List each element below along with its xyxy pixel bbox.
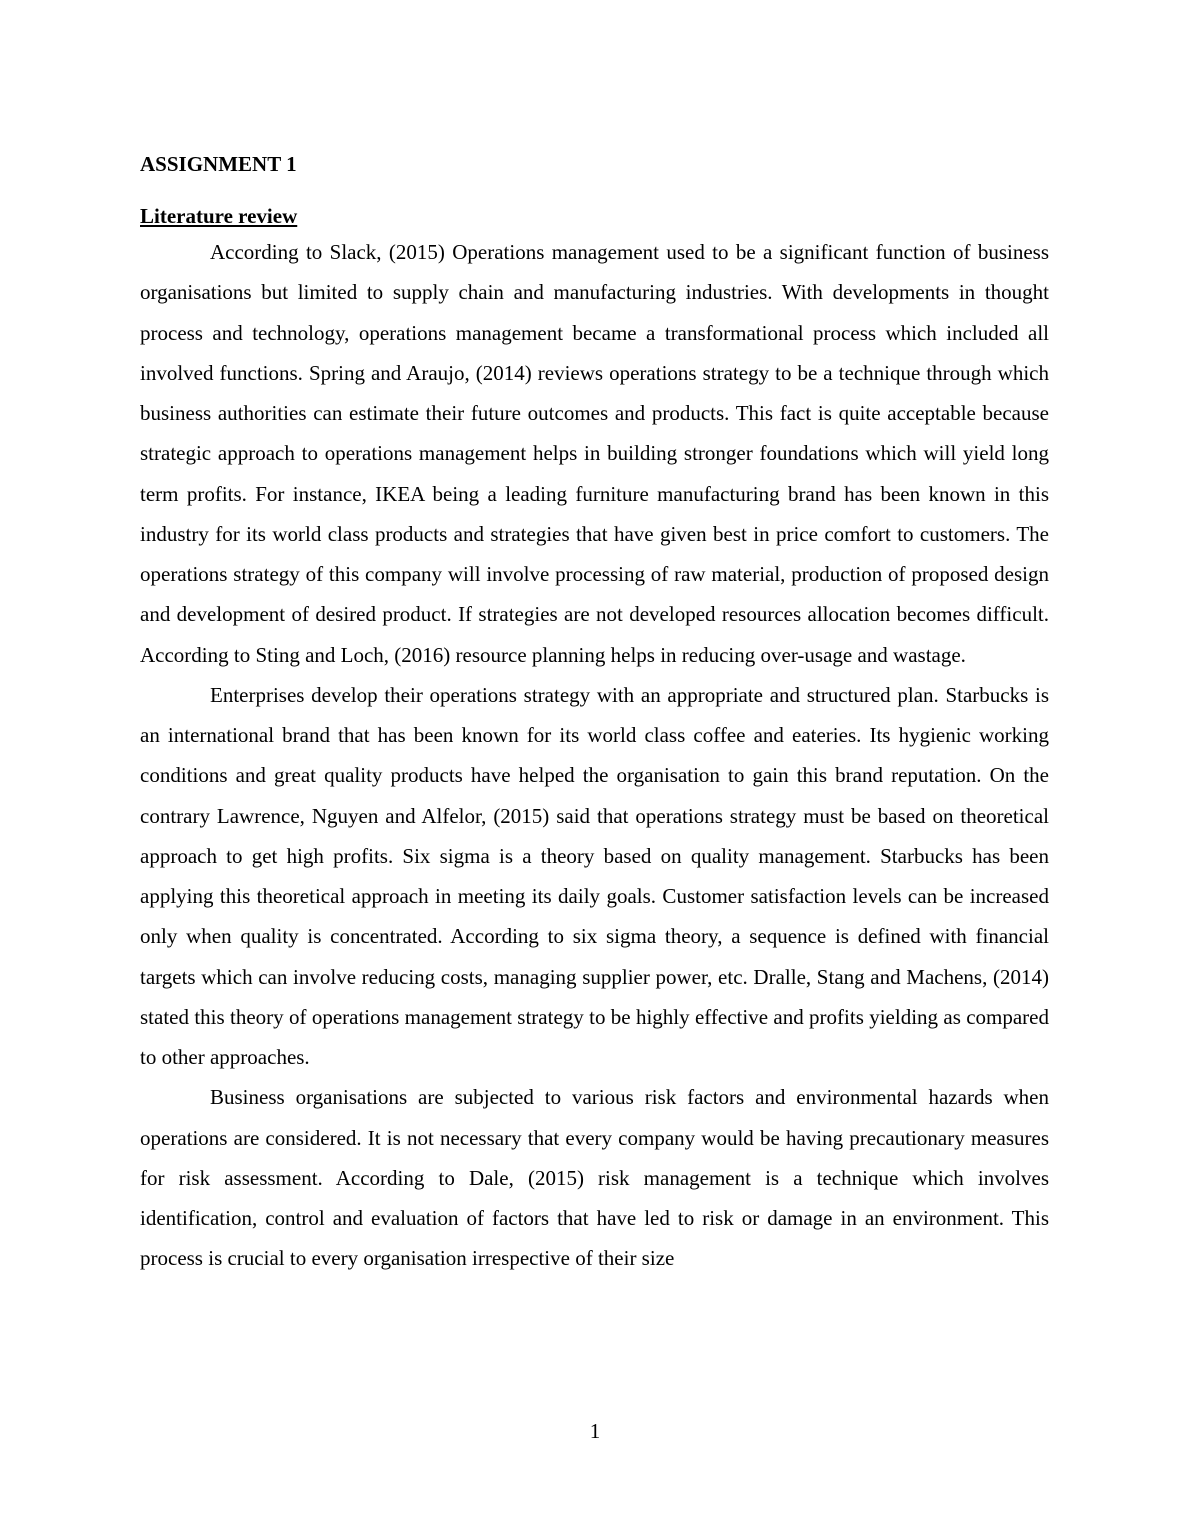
- paragraph-2: Enterprises develop their operations strategy with an appropriate and structured plan. Starbucks is an international brand that has been known for its world class coffee and eateries. Its hygienic working conditions and great quality products have helped the organisation to gain this brand reputation. On the contrary Lawrence, Nguyen and Alfelor, (2015) said that operations strategy must be based on theoretical approach to get high profits. Six sigma is a theory based on quality management. Starbucks has been applying this theoretical approach in meeting its daily goals. Customer satisfaction levels can be increased only when quality is concentrated. According to six sigma theory, a sequence is defined with financial targets which can involve reducing costs, managing supplier power, etc. Dralle, Stang and Machens, (2014) stated this theory of operations management strategy to be highly effective and profits yielding as compared to other approaches.: [140, 682, 1049, 1069]
- paragraph-3: Business organisations are subjected to various risk factors and environmental hazards when operations are considered. It is not necessary that every company would be having precautionary measures for risk assessment. According to Dale, (2015) risk management is a technique which involves identification, control and evaluation of factors that have led to risk or damage in an environment. This process is crucial to every organisation irrespective of their size: [140, 1085, 1049, 1271]
- section-heading: Literature review: [140, 204, 298, 228]
- assignment-title: ASSIGNMENT 1: [140, 152, 297, 176]
- paragraph-1: According to Slack, (2015) Operations management used to be a significant function of business organisations but limited to supply chain and manufacturing industries. With developments in thought process and technology, operations management became a transformational process which included all involved functions. Spring and Araujo, (2014) reviews operations strategy to be a technique through which business authorities can estimate their future outcomes and products. This fact is quite acceptable because strategic approach to operations management helps in building stronger foundations which will yield long term profits. For instance, IKEA being a leading furniture manufacturing brand has been known in this industry for its world class products and strategies that have given best in price comfort to customers. The operations strategy of this company will involve processing of raw material, production of proposed design and development of desired product. If strategies are not developed resources allocation becomes difficult. According to Sting and Loch, (2016) resource planning helps in reducing over-usage and wastage.: [140, 240, 1049, 667]
- page-number: 1: [589, 1419, 601, 1443]
- page-content: [140, 148, 1049, 1279]
